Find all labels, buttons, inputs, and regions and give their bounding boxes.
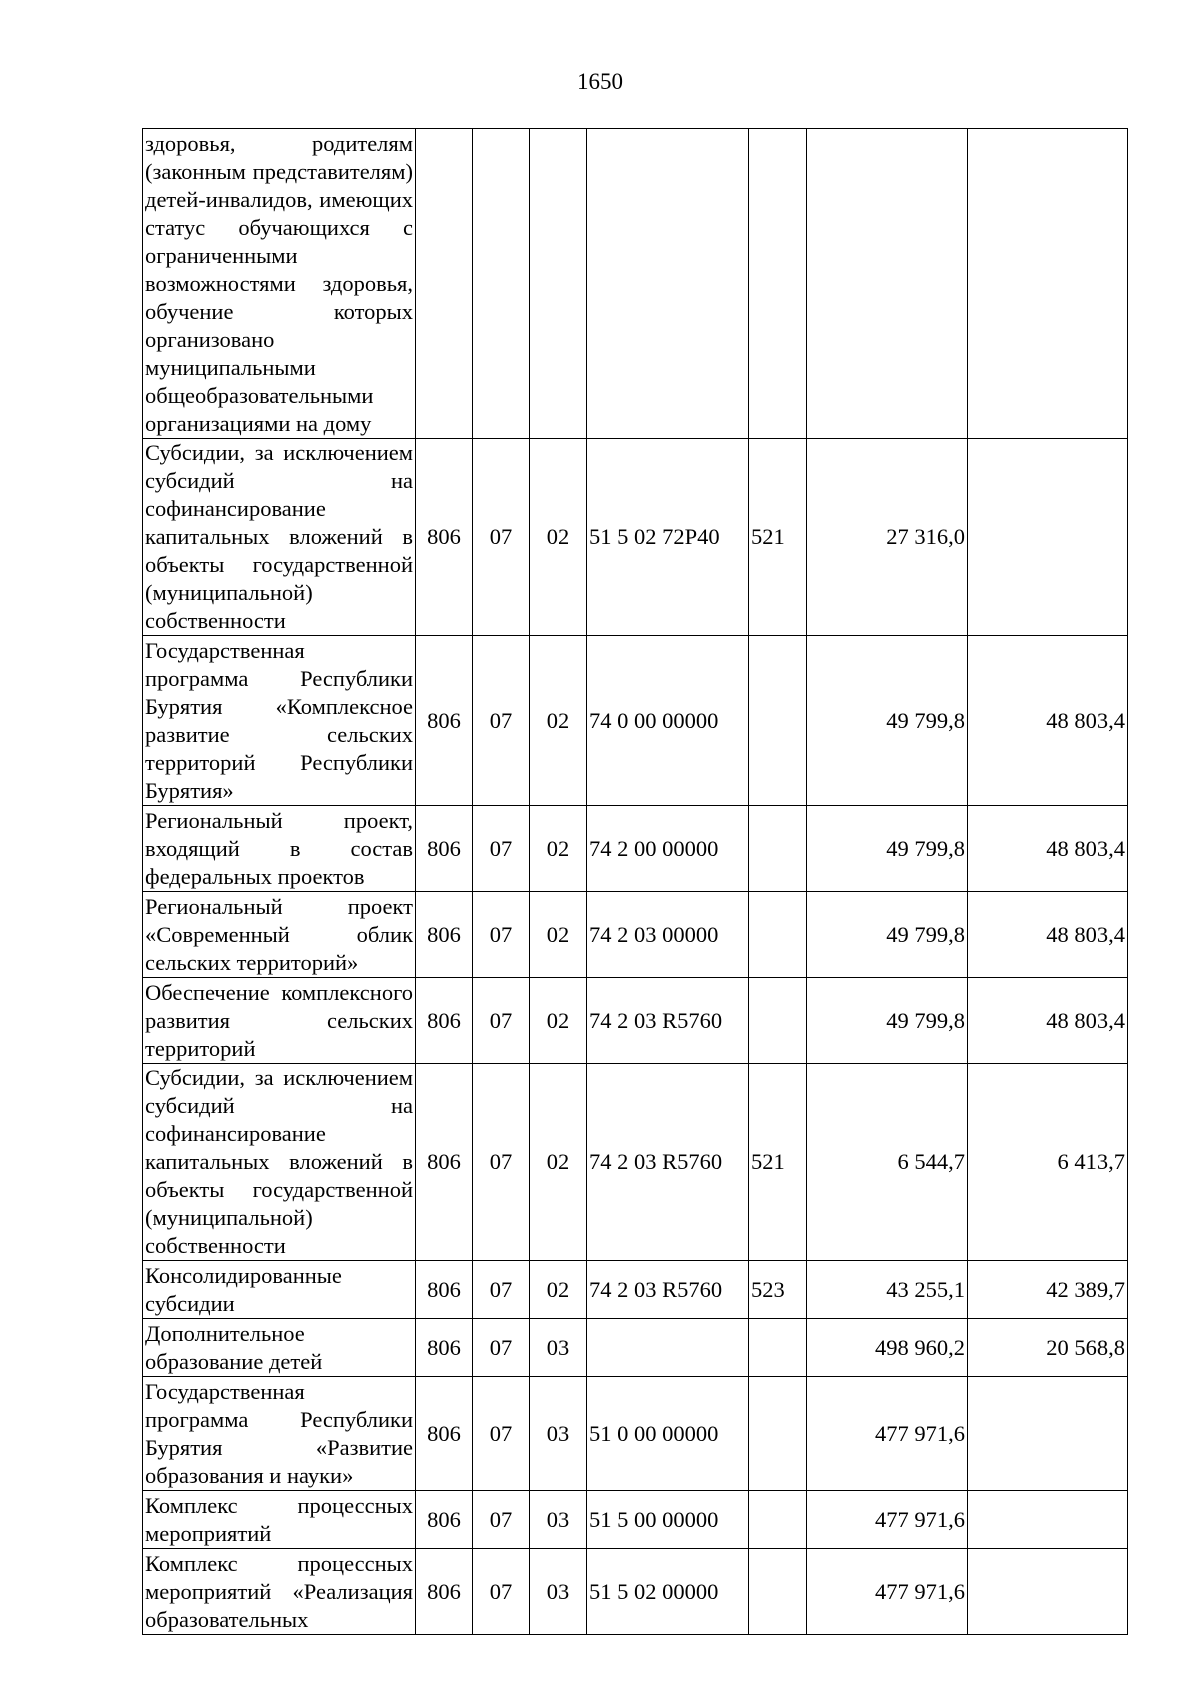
expense-type-cell — [749, 636, 807, 806]
section-cell: 07 — [473, 1064, 530, 1261]
target-article-cell: 51 0 00 00000 — [587, 1377, 749, 1491]
grbs-cell: 806 — [416, 806, 473, 892]
subsection-cell: 02 — [530, 1064, 587, 1261]
budget-table — [142, 128, 1128, 1635]
row-description: Субсидии, за исключением субсидий на софинансирование капитальных вложений в объекты государственной (муниципальной) собственности — [143, 439, 416, 636]
row-description: Обеспечение комплексного развития сельских территорий — [143, 978, 416, 1064]
row-description: Государственная программа Республики Бурятия «Комплексное развитие сельских территорий Республики Бурятия» — [143, 636, 416, 806]
table-row — [143, 1549, 1128, 1635]
subsection-cell: 02 — [530, 439, 587, 636]
table-row — [143, 978, 1128, 1064]
amount-cell-2: 48 803,4 — [968, 636, 1128, 806]
target-article-cell: 74 2 03 R5760 — [587, 1261, 749, 1319]
subsection-cell — [530, 129, 587, 439]
row-description: Субсидии, за исключением субсидий на софинансирование капитальных вложений в объекты государственной (муниципальной) собственности — [143, 1064, 416, 1261]
amount-cell-1: 6 544,7 — [807, 1064, 968, 1261]
target-article-cell: 74 0 00 00000 — [587, 636, 749, 806]
grbs-cell: 806 — [416, 439, 473, 636]
subsection-cell: 02 — [530, 806, 587, 892]
target-article-cell — [587, 129, 749, 439]
grbs-cell: 806 — [416, 1377, 473, 1491]
table-row — [143, 1261, 1128, 1319]
section-cell: 07 — [473, 1261, 530, 1319]
table-row — [143, 1064, 1128, 1261]
row-description: Дополнительное образование детей — [143, 1319, 416, 1377]
row-description: Консолидированные субсидии — [143, 1261, 416, 1319]
target-article-cell — [587, 1319, 749, 1377]
grbs-cell: 806 — [416, 892, 473, 978]
subsection-cell: 02 — [530, 636, 587, 806]
expense-type-cell — [749, 892, 807, 978]
section-cell: 07 — [473, 1319, 530, 1377]
row-description: Региональный проект, входящий в состав федеральных проектов — [143, 806, 416, 892]
grbs-cell: 806 — [416, 1261, 473, 1319]
subsection-cell: 03 — [530, 1319, 587, 1377]
subsection-cell: 03 — [530, 1491, 587, 1549]
amount-cell-2: 6 413,7 — [968, 1064, 1128, 1261]
section-cell: 07 — [473, 1377, 530, 1491]
subsection-cell: 02 — [530, 892, 587, 978]
grbs-cell: 806 — [416, 1064, 473, 1261]
amount-cell-1: 43 255,1 — [807, 1261, 968, 1319]
target-article-cell: 74 2 03 R5760 — [587, 1064, 749, 1261]
target-article-cell: 74 2 00 00000 — [587, 806, 749, 892]
amount-cell-1: 49 799,8 — [807, 636, 968, 806]
amount-cell-1: 498 960,2 — [807, 1319, 968, 1377]
amount-cell-2: 48 803,4 — [968, 978, 1128, 1064]
grbs-cell — [416, 129, 473, 439]
section-cell: 07 — [473, 892, 530, 978]
table-row — [143, 1491, 1128, 1549]
amount-cell-2: 42 389,7 — [968, 1261, 1128, 1319]
grbs-cell: 806 — [416, 1549, 473, 1635]
section-cell: 07 — [473, 978, 530, 1064]
amount-cell-2: 20 568,8 — [968, 1319, 1128, 1377]
amount-cell-1: 477 971,6 — [807, 1491, 968, 1549]
grbs-cell: 806 — [416, 636, 473, 806]
row-description: Государственная программа Республики Бурятия «Развитие образования и науки» — [143, 1377, 416, 1491]
grbs-cell: 806 — [416, 978, 473, 1064]
table-row — [143, 439, 1128, 636]
section-cell: 07 — [473, 1491, 530, 1549]
row-description: здоровья, родителям (законным представителям) детей-инвалидов, имеющих статус обучающихся с ограниченными возможностями здоровья, обучение которых организовано муниципальными общеобразовательными организациями на дому — [143, 129, 416, 439]
amount-cell-1: 477 971,6 — [807, 1377, 968, 1491]
table-row — [143, 806, 1128, 892]
target-article-cell: 51 5 02 00000 — [587, 1549, 749, 1635]
amount-cell-2 — [968, 1491, 1128, 1549]
target-article-cell: 51 5 00 00000 — [587, 1491, 749, 1549]
row-description: Комплекс процессных мероприятий «Реализация образовательных — [143, 1549, 416, 1635]
table-row — [143, 129, 1128, 439]
expense-type-cell — [749, 1377, 807, 1491]
table-row — [143, 892, 1128, 978]
page-number: 1650 — [577, 69, 623, 94]
amount-cell-2 — [968, 439, 1128, 636]
expense-type-cell — [749, 1319, 807, 1377]
table-row — [143, 1377, 1128, 1491]
section-cell: 07 — [473, 439, 530, 636]
expense-type-cell — [749, 806, 807, 892]
amount-cell-2: 48 803,4 — [968, 892, 1128, 978]
amount-cell-1: 477 971,6 — [807, 1549, 968, 1635]
amount-cell-2 — [968, 1549, 1128, 1635]
section-cell: 07 — [473, 1549, 530, 1635]
amount-cell-1: 49 799,8 — [807, 892, 968, 978]
amount-cell-1: 49 799,8 — [807, 978, 968, 1064]
subsection-cell: 02 — [530, 978, 587, 1064]
target-article-cell: 51 5 02 72Р40 — [587, 439, 749, 636]
amount-cell-2: 48 803,4 — [968, 806, 1128, 892]
subsection-cell: 02 — [530, 1261, 587, 1319]
expense-type-cell — [749, 1491, 807, 1549]
section-cell: 07 — [473, 636, 530, 806]
amount-cell-2 — [968, 129, 1128, 439]
expense-type-cell: 523 — [749, 1261, 807, 1319]
expense-type-cell — [749, 978, 807, 1064]
grbs-cell: 806 — [416, 1491, 473, 1549]
row-description: Региональный проект «Современный облик сельских территорий» — [143, 892, 416, 978]
expense-type-cell — [749, 1549, 807, 1635]
amount-cell-1: 27 316,0 — [807, 439, 968, 636]
amount-cell-1: 49 799,8 — [807, 806, 968, 892]
subsection-cell: 03 — [530, 1549, 587, 1635]
target-article-cell: 74 2 03 00000 — [587, 892, 749, 978]
amount-cell-2 — [968, 1377, 1128, 1491]
amount-cell-1 — [807, 129, 968, 439]
section-cell: 07 — [473, 806, 530, 892]
expense-type-cell: 521 — [749, 439, 807, 636]
expense-type-cell — [749, 129, 807, 439]
row-description: Комплекс процессных мероприятий — [143, 1491, 416, 1549]
table-row — [143, 636, 1128, 806]
subsection-cell: 03 — [530, 1377, 587, 1491]
section-cell — [473, 129, 530, 439]
expense-type-cell: 521 — [749, 1064, 807, 1261]
grbs-cell: 806 — [416, 1319, 473, 1377]
target-article-cell: 74 2 03 R5760 — [587, 978, 749, 1064]
table-row — [143, 1319, 1128, 1377]
